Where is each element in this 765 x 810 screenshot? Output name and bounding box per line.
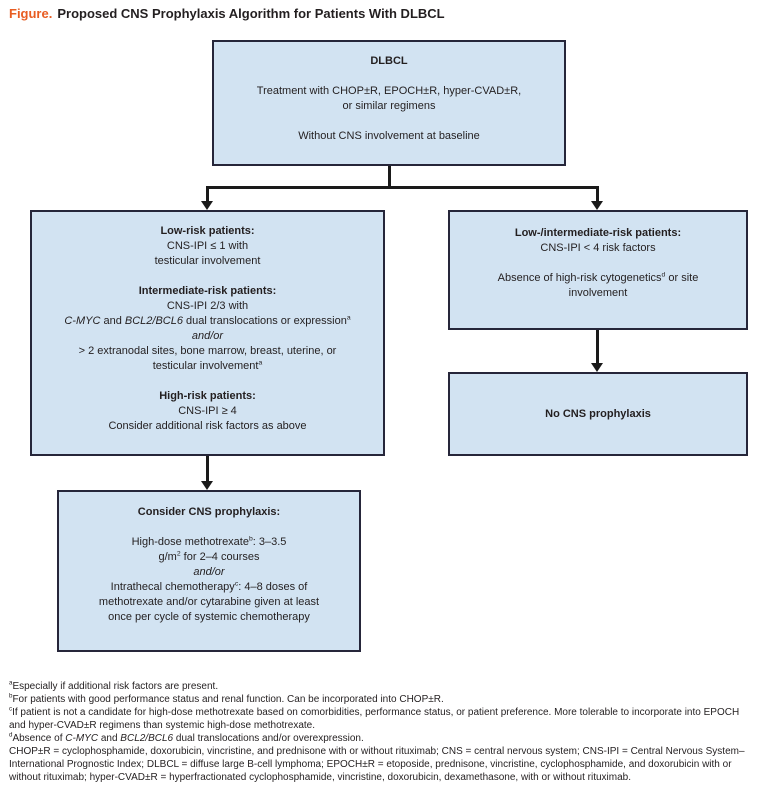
footnotes: $^a$Especially if additional risk factors are present. $^b$For patients with good performance status and renal function. Can be incorporated into CHOP±R. $^c$If patient is not a candidate for high-dose methotrexate based on comorbidities, performance status, or patient preference. More tolerable to incorporate into EPOCH and hyper-CVAD±R regimens than systemic high-dose methotrexate. $^d$Absence of C-MYC and BCL2/BCL6 dual translocations and/or overexpression. CHOP±R = cyclophosphamide, doxorubicin, vincristine, and prednisone with or without rituximab; CNS = central nervous system; CNS-IPI = Central Nervous System–International Prognostic Index; DLBCL = diffuse large B-cell lymphoma; EPOCH±R = etoposide, prednisone, vincristine, cyclophosphamide, and doxorubicin with or without rituximab; hyper-CVAD±R = hyperfractionated cyclophosphamide, vincristine, doxorubicin, dexamethasone, with or without rituximab. <box>9 679 745 783</box>
arrowhead-left-icon <box>201 201 213 210</box>
arrowhead-no-prophylaxis-icon <box>591 363 603 372</box>
node-no-cns-prophylaxis: No CNS prophylaxis <box>448 372 748 456</box>
arrowhead-right-icon <box>591 201 603 210</box>
node-dlbcl: DLBCL Treatment with CHOP±R, EPOCH±R, hyper-CVAD±R, or similar regimens Without CNS involvement at baseline <box>212 40 566 166</box>
node-consider-cns-prophylaxis: Consider CNS prophylaxis: High-dose methotrexate$^b$: 3–3.5 $g/m^2$ for 2–4 courses and/or Intrathecal chemotherapy$^c$: 4–8 doses of methotrexate and/or cytarabine given at least once per cycle of systemic chemotherapy <box>57 490 361 652</box>
node-risk-groups: Low-risk patients: CNS-IPI ≤ 1 with testicular involvement Intermediate-risk patients: CNS-IPI 2/3 with C-MYC and BCL2/BCL6 dual translocations or expression$^a$ and/or > 2 extranodal sites, bone marrow, breast, uterine, or testicular involvement$^a$ High-risk patients: CNS-IPI ≥ 4 Consider additional risk factors as above <box>30 210 385 456</box>
connector-top-stub <box>388 166 391 187</box>
connector-consider <box>206 456 209 482</box>
node-low-intermediate-risk: Low-/intermediate-risk patients: CNS-IPI < 4 risk factors Absence of high-risk cytogenetics$^d$ or site involvement <box>448 210 748 330</box>
figure-label: Figure. <box>9 6 53 21</box>
connector-no-prophylaxis <box>596 330 599 364</box>
arrowhead-consider-icon <box>201 481 213 490</box>
connector-branch-horizontal <box>206 186 599 189</box>
figure-caption <box>9 6 445 21</box>
figure-title: Proposed CNS Prophylaxis Algorithm for Patients With DLBCL <box>57 6 445 21</box>
